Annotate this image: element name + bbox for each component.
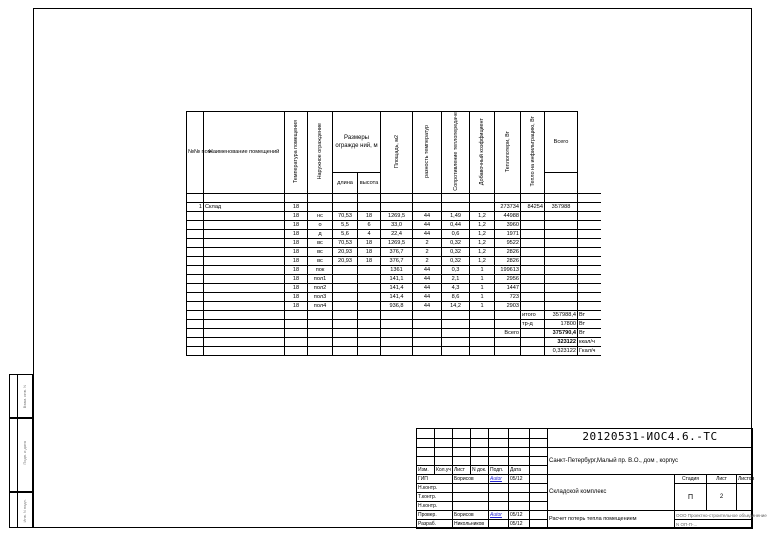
stamp-column-headers: Изм. Кол.уч Лист N док. Подп. Дата bbox=[417, 466, 753, 475]
header-name: Наименование помещений bbox=[204, 112, 285, 194]
heat-loss-table bbox=[186, 111, 601, 356]
table-row: 18 пол3 141,4 44 8,6 1 723 bbox=[187, 292, 601, 301]
side-strip-inventory: Инв. N подл. bbox=[9, 492, 33, 528]
summary-kcal: 323122 ккал/ч bbox=[187, 337, 601, 346]
table-row: 18 пок 1361 44 0,3 1 199613 bbox=[187, 265, 601, 274]
table-row: 18 пол2 141,4 44 4,3 1 1447 bbox=[187, 283, 601, 292]
header-row bbox=[187, 112, 601, 173]
drawing-code: 20120531-ИОС4.6.-ТС bbox=[548, 429, 753, 448]
header-outer-wall: Наружное ограждение bbox=[317, 123, 323, 180]
table-row: 18 пол1 141,1 44 2,1 1 2956 bbox=[187, 274, 601, 283]
header-infiltration: Тепло на инфильтрацию, Вт bbox=[529, 116, 536, 187]
header-heat-loss: Теплопотери, Вт bbox=[504, 130, 511, 172]
header-no: №№ пом. bbox=[187, 112, 204, 194]
table-row: 18 вс 20,93 18 376,7 2 0,32 1,2 2826 bbox=[187, 247, 601, 256]
header-dims: Размеры огражде ний, м bbox=[333, 112, 381, 173]
header-add-coef: Добавочный коэффициент bbox=[479, 117, 486, 185]
side-strip-replacement: Взам. инв. N bbox=[9, 374, 33, 418]
sheet-title: Расчет потерь тепла помещением bbox=[548, 511, 675, 529]
license: N ОП-П-... bbox=[675, 520, 753, 529]
table-row: 18 пол4 936,8 44 14,2 1 2903 bbox=[187, 301, 601, 310]
summary-trd: тр-д 17800 Вт bbox=[187, 319, 601, 328]
header-length: длина bbox=[333, 172, 358, 193]
summary-gcal: 0,323122 Гкал/ч bbox=[187, 346, 601, 355]
header-total: Всего bbox=[545, 112, 578, 173]
side-strip-signature: Подп. и дата bbox=[9, 418, 33, 492]
title-block: 20120531-ИОС4.6.-ТС Санкт-Петербург,Малый пр. В.О., дом , корпус Изм. Кол.уч Лист N док. Подп. Дата ГИП Борисов Autor 05/12 Складской комплекс Стадия Лист Листов Н.контр. П 2 Т.контр. Н.контр. Провер. Борисов Autor 05/12 Расчет потерь тепла помещением ООО Проектно-строительное объединение Разраб. Никольников 05/12 N ОП-П-... bbox=[418, 430, 767, 527]
table-row: 18 о 5,5 6 33,0 44 0,44 1,2 3960 bbox=[187, 220, 601, 229]
header-area: Площадь, м2 bbox=[393, 134, 400, 168]
table-row: 18 нс 70,53 18 1269,5 44 1,49 1,2 44988 bbox=[187, 211, 601, 220]
address: Санкт-Петербург,Малый пр. В.О., дом , корпус bbox=[548, 448, 753, 475]
organization: ООО Проектно-строительное объединение bbox=[676, 512, 767, 518]
project-name: Складской комплекс bbox=[548, 475, 675, 511]
table-row: 18 вс 70,53 18 1269,5 2 0,32 1,2 9522 bbox=[187, 238, 601, 247]
header-resistance: Сопротивление теплопередаче bbox=[452, 112, 459, 191]
table-row: 18 вс 20,93 18 376,7 2 0,32 1,2 2826 bbox=[187, 256, 601, 265]
table-row: 1 Склад 18 273734 84254 357988 bbox=[187, 202, 601, 211]
header-temp-diff: разность температур bbox=[424, 124, 431, 178]
summary-vsego: Всего 375790,4 Вт bbox=[187, 328, 601, 337]
summary-itogo: итого 357988,4 Вт bbox=[187, 310, 601, 319]
header-temp-room: Температура помещения bbox=[293, 119, 299, 183]
table-row: 18 д 5,6 4 22,4 44 0,6 1,2 1971 bbox=[187, 229, 601, 238]
header-height: высота bbox=[358, 172, 381, 193]
